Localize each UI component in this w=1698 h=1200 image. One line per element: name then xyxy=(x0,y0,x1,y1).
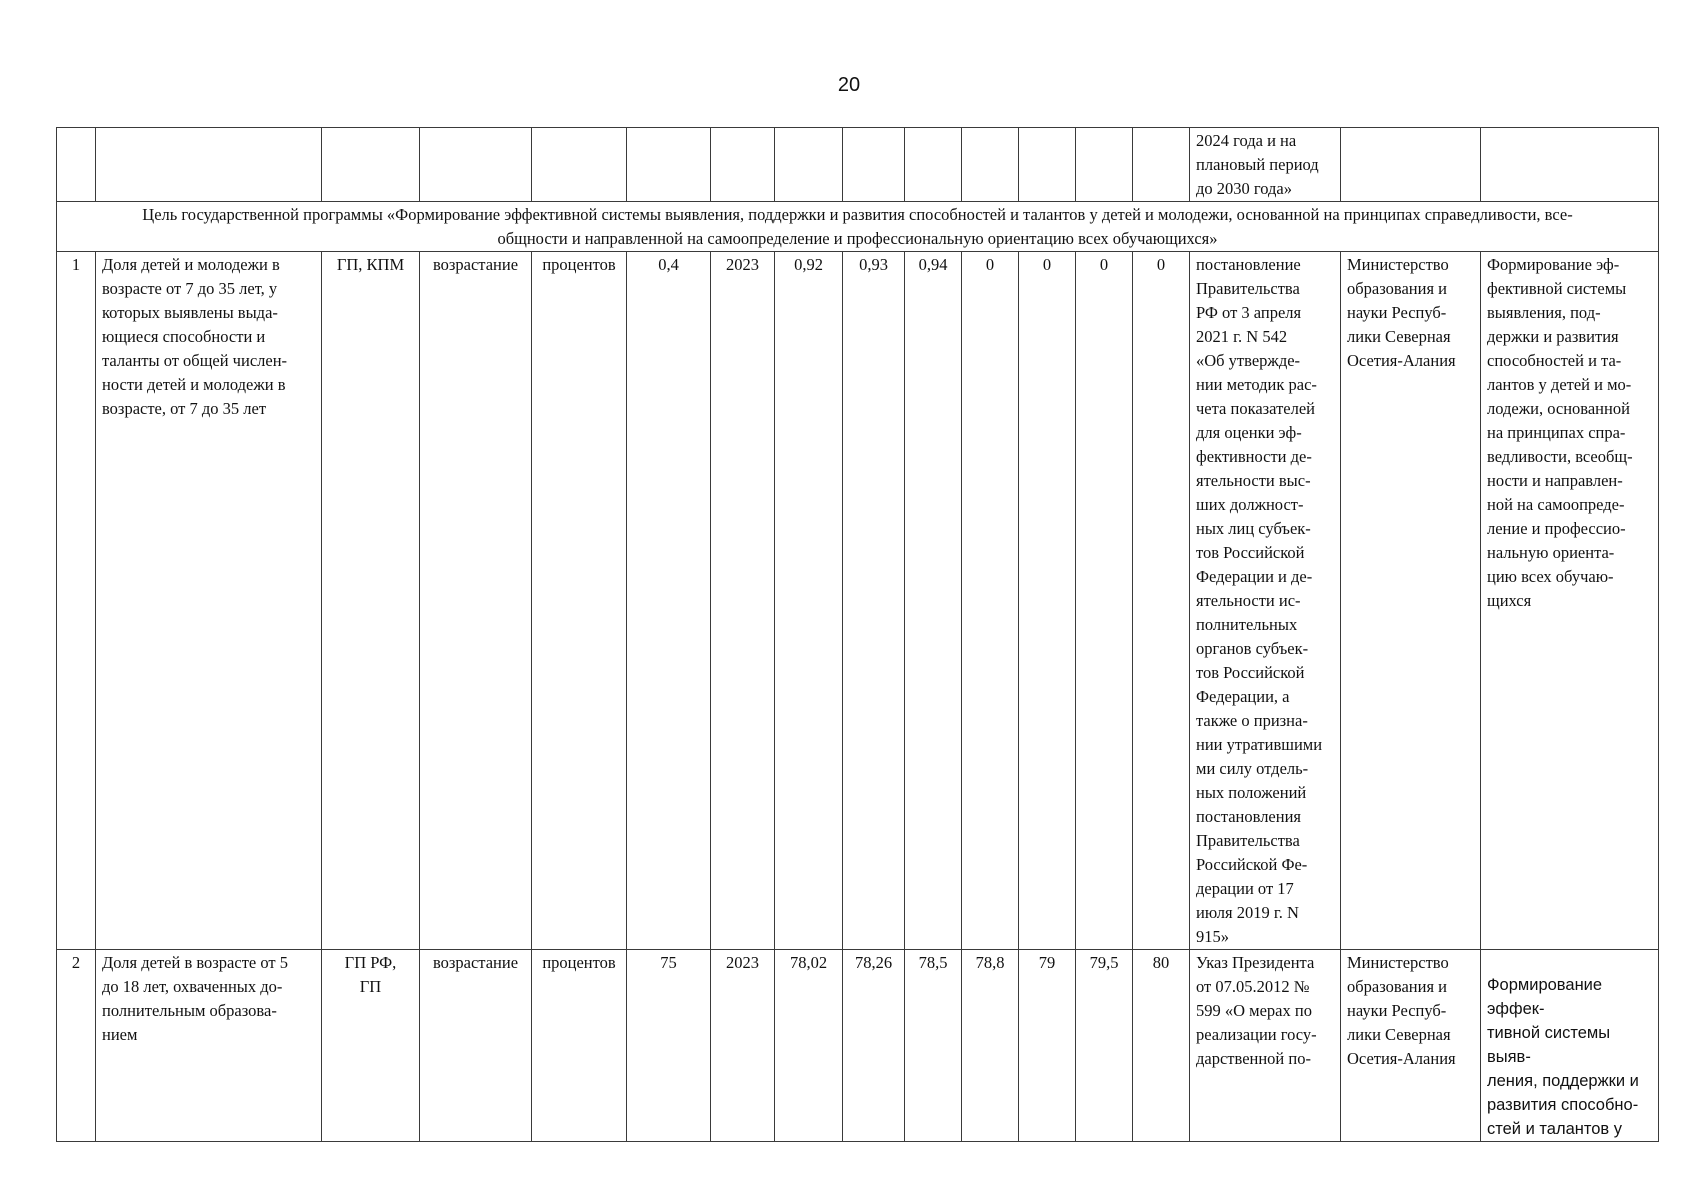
indicator-unit: процентов xyxy=(532,252,627,950)
responsible-cell: Министерство образования и науки Респуб- лики Северная Осетия-Алания xyxy=(1341,950,1481,1142)
row-number: 2 xyxy=(57,950,96,1142)
table-row xyxy=(57,950,1659,1142)
table-cell xyxy=(711,128,775,202)
value-cell: 0 xyxy=(1076,252,1133,950)
table-cell xyxy=(1019,128,1076,202)
base-year: 2023 xyxy=(711,252,775,950)
table-cell xyxy=(420,128,532,202)
page-number: 20 xyxy=(837,74,861,96)
table-cell xyxy=(1341,128,1481,202)
indicator-trend: возрастание xyxy=(420,252,532,950)
indicator-level: ГП, КПМ xyxy=(322,252,420,950)
value-cell: 78,02 xyxy=(775,950,843,1142)
value-cell: 78,26 xyxy=(843,950,905,1142)
table-cell xyxy=(775,128,843,202)
base-value: 75 xyxy=(627,950,711,1142)
value-cell: 0 xyxy=(1019,252,1076,950)
table-cell xyxy=(532,128,627,202)
program-goal-cell: Цель государственной программы «Формирование эффективной системы выявления, поддержки и развития способностей и талантов у детей и молодежи, основанной на принципах справедливости, все- общности и направленной на самоопределение и профессиональную ориентацию всех обучающихся» xyxy=(57,202,1659,252)
table-row-continuation xyxy=(57,128,1659,202)
document-cell: постановление Правительства РФ от 3 апреля 2021 г. N 542 «Об утвержде- нии методик рас- чета показателей для оценки эф- фективности де- ятельности выс- ших должност- ных лиц субъек- тов Российской Федерации и де- ятельности ис- полнительных органов субъек- тов Российской Федерации, а также о призна- нии утратившими ми силу отдель- ных положений постановления Правительства Российской Фе- дерации от 17 июля 2019 г. N 915» xyxy=(1190,252,1341,950)
value-cell: 78,5 xyxy=(905,950,962,1142)
table-cell xyxy=(627,128,711,202)
table-cell xyxy=(962,128,1019,202)
value-cell: 0,93 xyxy=(843,252,905,950)
goal-link-cell-wrapper xyxy=(1481,950,1659,1142)
indicator-trend: возрастание xyxy=(420,950,532,1142)
value-cell: 0,92 xyxy=(775,252,843,950)
value-cell: 79 xyxy=(1019,950,1076,1142)
responsible-cell: Министерство образования и науки Респуб- лики Северная Осетия-Алания xyxy=(1341,252,1481,950)
goal-link-cell: Формирование эф- фективной системы выявления, под- держки и развития способностей и та- лантов у детей и мо- лодежи, основанной на принципах спра- ведливости, всеобщ- ности и направлен- ной на самоопреде- ление и профессио- нальную ориента- цию всех обучаю- щихся xyxy=(1481,252,1659,950)
table-cell xyxy=(905,128,962,202)
document-cell: Указ Президента от 07.05.2012 № 599 «О мерах по реализации госу- дарственной по- xyxy=(1190,950,1341,1142)
table-row xyxy=(57,252,1659,950)
indicator-unit: процентов xyxy=(532,950,627,1142)
table-cell xyxy=(843,128,905,202)
indicator-level: ГП РФ, ГП xyxy=(322,950,420,1142)
value-cell: 80 xyxy=(1133,950,1190,1142)
indicators-table xyxy=(56,127,1659,1142)
document-cell: 2024 года и на плановый период до 2030 года» xyxy=(1190,128,1341,202)
base-value: 0,4 xyxy=(627,252,711,950)
table-cell xyxy=(1133,128,1190,202)
value-cell: 0,94 xyxy=(905,252,962,950)
table-row-goal xyxy=(57,202,1659,252)
value-cell: 79,5 xyxy=(1076,950,1133,1142)
table-cell xyxy=(1481,128,1659,202)
indicator-name: Доля детей в возрасте от 5 до 18 лет, охваченных до- полнительным образова- нием xyxy=(96,950,322,1142)
row-number: 1 xyxy=(57,252,96,950)
table-cell xyxy=(322,128,420,202)
goal-link-text: Формирование эффек- тивной системы выяв- ления, поддержки и развития способно- стей и талантов у xyxy=(1487,976,1639,1138)
value-cell: 0 xyxy=(962,252,1019,950)
table-cell xyxy=(96,128,322,202)
base-year: 2023 xyxy=(711,950,775,1142)
table-cell xyxy=(1076,128,1133,202)
value-cell: 0 xyxy=(1133,252,1190,950)
indicator-name: Доля детей и молодежи в возрасте от 7 до 35 лет, у которых выявлены выда- ющиеся способности и таланты от общей числен- ности детей и молодежи в возрасте, от 7 до 35 лет xyxy=(96,252,322,950)
table-cell xyxy=(57,128,96,202)
value-cell: 78,8 xyxy=(962,950,1019,1142)
